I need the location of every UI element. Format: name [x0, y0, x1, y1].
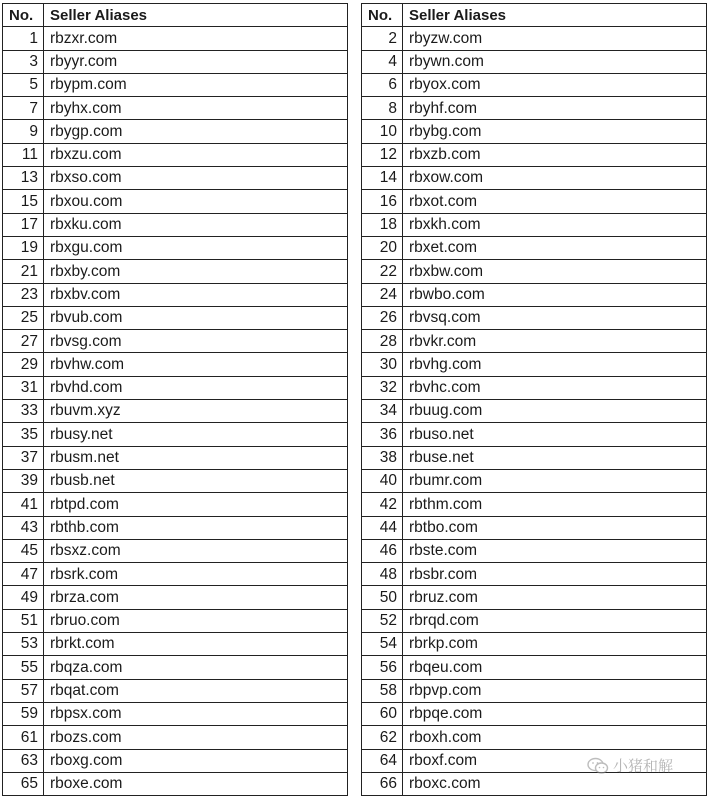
row-number: 39 — [3, 469, 44, 492]
table-row — [3, 306, 348, 329]
row-number: 50 — [362, 586, 403, 609]
table-row — [362, 120, 707, 143]
row-number: 17 — [3, 213, 44, 236]
row-number: 5 — [3, 73, 44, 96]
row-number: 53 — [3, 633, 44, 656]
table-row — [362, 260, 707, 283]
row-number: 45 — [3, 539, 44, 562]
row-number: 18 — [362, 213, 403, 236]
table-row — [362, 539, 707, 562]
seller-alias: rbqeu.com — [403, 656, 707, 679]
seller-alias: rbusb.net — [44, 469, 348, 492]
seller-alias: rbusm.net — [44, 446, 348, 469]
row-number: 32 — [362, 376, 403, 399]
seller-alias: rboxh.com — [403, 726, 707, 749]
table-row — [3, 353, 348, 376]
table-row — [3, 260, 348, 283]
row-number: 28 — [362, 330, 403, 353]
row-number: 3 — [3, 50, 44, 73]
table-row — [3, 702, 348, 725]
seller-alias: rbtpd.com — [44, 493, 348, 516]
table-row — [362, 376, 707, 399]
table-row — [362, 609, 707, 632]
row-number: 30 — [362, 353, 403, 376]
seller-alias: rbuse.net — [403, 446, 707, 469]
seller-alias: rbsxz.com — [44, 539, 348, 562]
row-number: 60 — [362, 702, 403, 725]
row-number: 22 — [362, 260, 403, 283]
row-number: 24 — [362, 283, 403, 306]
table-row — [362, 633, 707, 656]
seller-alias: rbste.com — [403, 539, 707, 562]
seller-alias: rbyhx.com — [44, 97, 348, 120]
row-number: 42 — [362, 493, 403, 516]
seller-alias: rbxet.com — [403, 236, 707, 259]
seller-alias: rbvsg.com — [44, 330, 348, 353]
table-row — [3, 27, 348, 50]
seller-alias: rbxbw.com — [403, 260, 707, 283]
table-row — [3, 772, 348, 795]
table-row — [3, 236, 348, 259]
table-row — [3, 376, 348, 399]
table-row — [362, 167, 707, 190]
header-no: No. — [362, 4, 403, 27]
seller-alias: rbxgu.com — [44, 236, 348, 259]
seller-alias: rbyhf.com — [403, 97, 707, 120]
seller-alias: rbxzu.com — [44, 143, 348, 166]
table-row — [362, 749, 707, 772]
row-number: 57 — [3, 679, 44, 702]
table-row — [362, 97, 707, 120]
table-row — [362, 73, 707, 96]
row-number: 26 — [362, 306, 403, 329]
row-number: 12 — [362, 143, 403, 166]
row-number: 6 — [362, 73, 403, 96]
seller-alias: rbxou.com — [44, 190, 348, 213]
seller-alias: rbtbo.com — [403, 516, 707, 539]
table-row — [3, 283, 348, 306]
table-row — [3, 213, 348, 236]
row-number: 63 — [3, 749, 44, 772]
row-number: 46 — [362, 539, 403, 562]
table-row — [362, 469, 707, 492]
table-row — [362, 190, 707, 213]
row-number: 47 — [3, 563, 44, 586]
row-number: 66 — [362, 772, 403, 795]
seller-alias: rbvub.com — [44, 306, 348, 329]
row-number: 43 — [3, 516, 44, 539]
row-number: 54 — [362, 633, 403, 656]
row-number: 31 — [3, 376, 44, 399]
row-number: 64 — [362, 749, 403, 772]
alias-table-left — [2, 3, 348, 796]
seller-alias: rbxku.com — [44, 213, 348, 236]
table-row — [3, 50, 348, 73]
row-number: 49 — [3, 586, 44, 609]
seller-alias: rbvhd.com — [44, 376, 348, 399]
seller-alias: rbvhw.com — [44, 353, 348, 376]
table-row — [3, 749, 348, 772]
seller-alias: rbqza.com — [44, 656, 348, 679]
seller-alias: rbvhc.com — [403, 376, 707, 399]
table-row — [3, 97, 348, 120]
seller-alias: rbrza.com — [44, 586, 348, 609]
table-row — [362, 400, 707, 423]
seller-alias: rbozs.com — [44, 726, 348, 749]
row-number: 33 — [3, 400, 44, 423]
seller-alias: rbthb.com — [44, 516, 348, 539]
table-body-left — [3, 27, 348, 796]
row-number: 23 — [3, 283, 44, 306]
seller-alias: rbyox.com — [403, 73, 707, 96]
row-number: 56 — [362, 656, 403, 679]
seller-alias: rboxe.com — [44, 772, 348, 795]
row-number: 62 — [362, 726, 403, 749]
row-number: 65 — [3, 772, 44, 795]
row-number: 7 — [3, 97, 44, 120]
table-row — [362, 27, 707, 50]
seller-alias: rbqat.com — [44, 679, 348, 702]
seller-alias: rbypm.com — [44, 73, 348, 96]
table-row — [362, 143, 707, 166]
table-header-row — [362, 4, 707, 27]
table-body-right — [362, 27, 707, 796]
row-number: 58 — [362, 679, 403, 702]
table-row — [3, 493, 348, 516]
seller-alias: rbvhg.com — [403, 353, 707, 376]
table-row — [362, 656, 707, 679]
row-number: 48 — [362, 563, 403, 586]
table-row — [362, 586, 707, 609]
seller-alias: rbwbo.com — [403, 283, 707, 306]
seller-alias: rbsrk.com — [44, 563, 348, 586]
table-row — [3, 446, 348, 469]
table-row — [3, 679, 348, 702]
header-seller-aliases: Seller Aliases — [44, 4, 348, 27]
seller-alias: rbxow.com — [403, 167, 707, 190]
table-row — [3, 190, 348, 213]
seller-alias: rbvsq.com — [403, 306, 707, 329]
seller-alias: rbybg.com — [403, 120, 707, 143]
seller-alias: rbrqd.com — [403, 609, 707, 632]
row-number: 15 — [3, 190, 44, 213]
seller-alias: rbxzb.com — [403, 143, 707, 166]
row-number: 19 — [3, 236, 44, 259]
seller-alias: rbxkh.com — [403, 213, 707, 236]
table-row — [362, 563, 707, 586]
seller-alias: rbywn.com — [403, 50, 707, 73]
table-row — [3, 609, 348, 632]
seller-alias: rbruz.com — [403, 586, 707, 609]
table-row — [362, 213, 707, 236]
table-row — [362, 236, 707, 259]
table-row — [3, 400, 348, 423]
table-row — [362, 50, 707, 73]
table-header-row — [3, 4, 348, 27]
row-number: 13 — [3, 167, 44, 190]
row-number: 38 — [362, 446, 403, 469]
row-number: 27 — [3, 330, 44, 353]
seller-alias: rbthm.com — [403, 493, 707, 516]
table-row — [362, 702, 707, 725]
seller-alias: rboxf.com — [403, 749, 707, 772]
table-row — [3, 469, 348, 492]
row-number: 21 — [3, 260, 44, 283]
table-row — [3, 423, 348, 446]
seller-alias: rbrkt.com — [44, 633, 348, 656]
row-number: 36 — [362, 423, 403, 446]
seller-alias: rboxc.com — [403, 772, 707, 795]
row-number: 9 — [3, 120, 44, 143]
seller-alias: rbumr.com — [403, 469, 707, 492]
alias-table-right — [361, 3, 707, 796]
row-number: 1 — [3, 27, 44, 50]
watermark-text: 小猪和解 — [612, 757, 673, 775]
table-row — [362, 446, 707, 469]
row-number: 55 — [3, 656, 44, 679]
table-row — [362, 353, 707, 376]
row-number: 14 — [362, 167, 403, 190]
table-row — [362, 283, 707, 306]
seller-alias: rbusy.net — [44, 423, 348, 446]
row-number: 10 — [362, 120, 403, 143]
table-row — [362, 516, 707, 539]
seller-alias: rbpvp.com — [403, 679, 707, 702]
row-number: 59 — [3, 702, 44, 725]
seller-alias: rbpsx.com — [44, 702, 348, 725]
row-number: 16 — [362, 190, 403, 213]
seller-alias: rbpqe.com — [403, 702, 707, 725]
table-row — [3, 120, 348, 143]
row-number: 40 — [362, 469, 403, 492]
seller-alias: rbuug.com — [403, 400, 707, 423]
table-row — [362, 772, 707, 795]
row-number: 37 — [3, 446, 44, 469]
row-number: 61 — [3, 726, 44, 749]
table-row — [3, 633, 348, 656]
row-number: 41 — [3, 493, 44, 516]
seller-alias: rbygp.com — [44, 120, 348, 143]
seller-alias: rboxg.com — [44, 749, 348, 772]
row-number: 52 — [362, 609, 403, 632]
row-number: 29 — [3, 353, 44, 376]
table-row — [3, 563, 348, 586]
table-row — [3, 656, 348, 679]
seller-alias: rbvkr.com — [403, 330, 707, 353]
seller-alias: rbzxr.com — [44, 27, 348, 50]
row-number: 25 — [3, 306, 44, 329]
seller-alias: rbyyr.com — [44, 50, 348, 73]
seller-alias: rbrkp.com — [403, 633, 707, 656]
row-number: 11 — [3, 143, 44, 166]
seller-alias: rbuvm.xyz — [44, 400, 348, 423]
header-no: No. — [3, 4, 44, 27]
header-seller-aliases: Seller Aliases — [403, 4, 707, 27]
seller-alias: rbsbr.com — [403, 563, 707, 586]
table-row — [3, 516, 348, 539]
table-row — [3, 167, 348, 190]
table-row — [3, 586, 348, 609]
table-row — [3, 73, 348, 96]
table-row — [362, 726, 707, 749]
seller-alias: rbxot.com — [403, 190, 707, 213]
row-number: 20 — [362, 236, 403, 259]
seller-alias: rbuso.net — [403, 423, 707, 446]
row-number: 35 — [3, 423, 44, 446]
seller-alias: rbxbv.com — [44, 283, 348, 306]
row-number: 34 — [362, 400, 403, 423]
row-number: 4 — [362, 50, 403, 73]
row-number: 2 — [362, 27, 403, 50]
row-number: 51 — [3, 609, 44, 632]
table-row — [362, 679, 707, 702]
seller-alias: rbxby.com — [44, 260, 348, 283]
table-row — [362, 330, 707, 353]
table-row — [362, 493, 707, 516]
table-row — [3, 143, 348, 166]
table-row — [3, 330, 348, 353]
row-number: 44 — [362, 516, 403, 539]
seller-alias: rbyzw.com — [403, 27, 707, 50]
table-row — [362, 306, 707, 329]
seller-alias: rbruo.com — [44, 609, 348, 632]
table-row — [3, 726, 348, 749]
table-row — [3, 539, 348, 562]
seller-alias: rbxso.com — [44, 167, 348, 190]
table-row — [362, 423, 707, 446]
row-number: 8 — [362, 97, 403, 120]
